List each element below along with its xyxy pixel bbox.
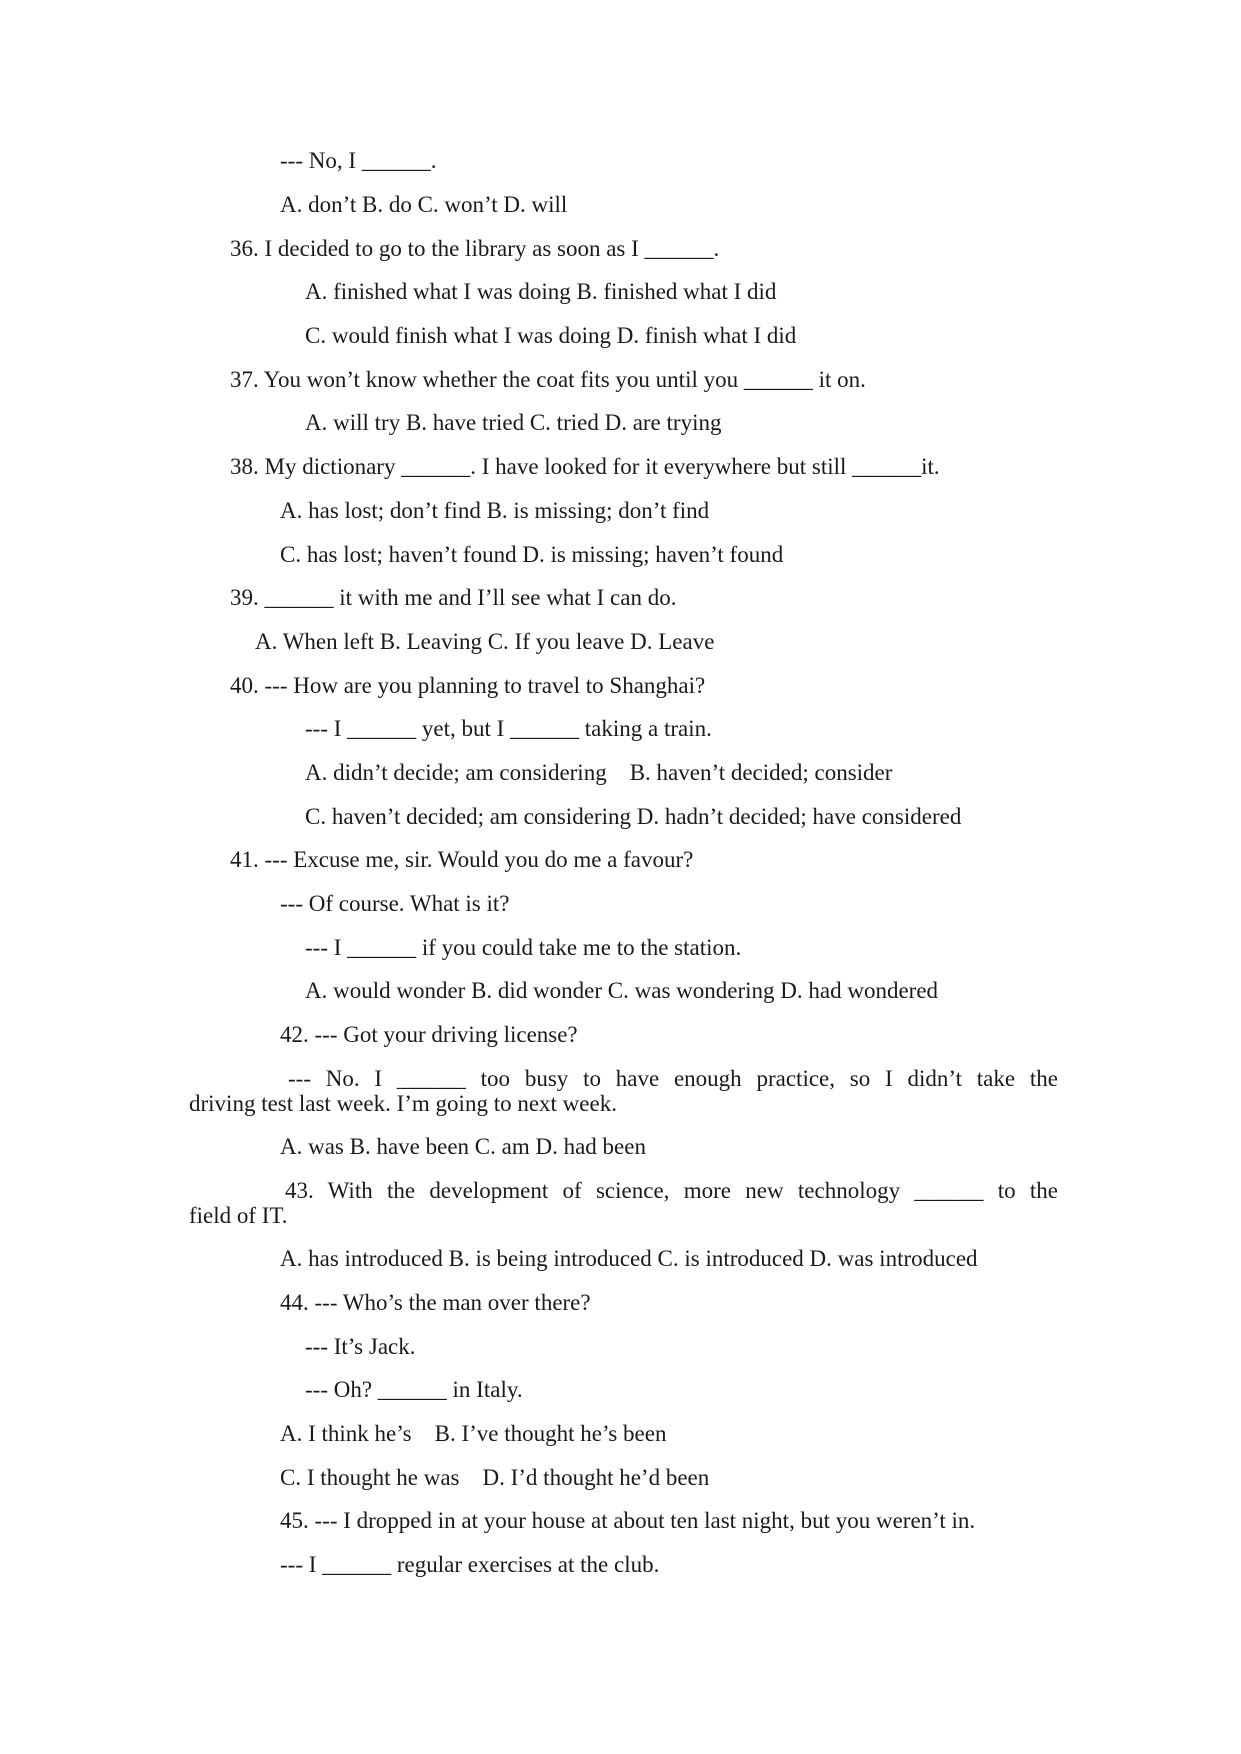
question-41: 41. --- Excuse me, sir. Would you do me a favour? — [230, 847, 694, 872]
answer-options: A. will try B. have tried C. tried D. are trying — [305, 410, 722, 435]
answer-options: A. has lost; don’t find B. is missing; don’t find — [280, 498, 710, 523]
question-44: 44. --- Who’s the man over there? — [280, 1290, 591, 1315]
question-40: 40. --- How are you planning to travel to Shanghai? — [230, 673, 706, 698]
answer-options: C. haven’t decided; am considering D. hadn’t decided; have considered — [305, 804, 962, 829]
question-43: 43. With the development of science, more new technology ______ to the — [285, 1178, 1058, 1203]
answer-options: C. would finish what I was doing D. finish what I did — [305, 323, 797, 348]
question-42: 42. --- Got your driving license? — [280, 1022, 578, 1047]
question-45: 45. --- I dropped in at your house at about ten last night, but you weren’t in. — [280, 1508, 976, 1533]
dialogue-line: --- I ______ regular exercises at the club. — [280, 1552, 660, 1577]
dialogue-line: --- I ______ yet, but I ______ taking a train. — [305, 716, 712, 741]
answer-options: A. has introduced B. is being introduced C. is introduced D. was introduced — [280, 1246, 978, 1271]
answer-options: C. I thought he was D. I’d thought he’d been — [280, 1465, 710, 1490]
answer-options: A. I think he’s B. I’ve thought he’s been — [280, 1421, 667, 1446]
answer-options: A. finished what I was doing B. finished what I did — [305, 279, 777, 304]
question-36: 36. I decided to go to the library as soon as I ______. — [230, 236, 720, 261]
question-39: 39. ______ it with me and I’ll see what I can do. — [230, 585, 677, 610]
dialogue-line: --- No. I ______ too busy to have enough practice, so I didn’t take the — [288, 1066, 1058, 1091]
answer-options: C. has lost; haven’t found D. is missing; haven’t found — [280, 542, 784, 567]
answer-options: A. didn’t decide; am considering B. haven’t decided; consider — [305, 760, 893, 785]
dialogue-line: --- Oh? ______ in Italy. — [305, 1377, 523, 1402]
answer-options: A. When left B. Leaving C. If you leave D. Leave — [255, 629, 715, 654]
answer-options: A. was B. have been C. am D. had been — [280, 1134, 646, 1159]
question-43-continued: field of IT. — [189, 1203, 288, 1228]
dialogue-line-continued: driving test last week. I’m going to next week. — [189, 1091, 617, 1116]
dialogue-line: --- It’s Jack. — [305, 1334, 416, 1359]
dialogue-line: --- I ______ if you could take me to the station. — [305, 935, 742, 960]
dialogue-line: --- Of course. What is it? — [280, 891, 510, 916]
question-37: 37. You won’t know whether the coat fits you until you ______ it on. — [230, 367, 866, 392]
answer-options: A. would wonder B. did wonder C. was wondering D. had wondered — [305, 978, 939, 1003]
answer-options: A. don’t B. do C. won’t D. will — [280, 192, 568, 217]
question-38: 38. My dictionary ______. I have looked for it everywhere but still ______it. — [230, 454, 940, 479]
question-line: --- No, I ______. — [280, 148, 437, 173]
